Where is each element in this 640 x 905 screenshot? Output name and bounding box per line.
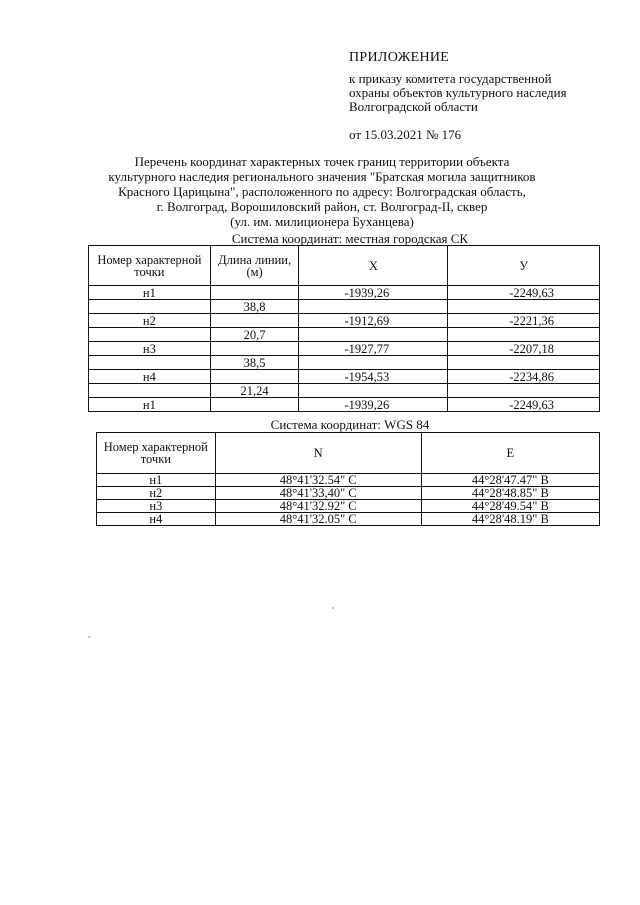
local-coordinates-table xyxy=(88,245,600,412)
length-cell xyxy=(210,370,299,384)
length-cell xyxy=(210,314,299,328)
table-row xyxy=(89,328,600,342)
table-row xyxy=(97,513,600,526)
table-row xyxy=(97,487,600,500)
scan-speck xyxy=(88,636,90,638)
n-cell: 48°41'32.54" С xyxy=(215,474,421,487)
y-cell xyxy=(448,328,600,342)
document-title xyxy=(72,154,572,229)
header-line-length: Длина линии, (м) xyxy=(210,246,299,286)
y-cell xyxy=(448,356,600,370)
point-cell: н1 xyxy=(89,286,211,300)
point-cell: н1 xyxy=(97,474,216,487)
x-cell: -1954,53 xyxy=(299,370,448,384)
header-n: N xyxy=(215,433,421,474)
x-cell xyxy=(299,356,448,370)
header-point-number: Номер характерной точки xyxy=(89,246,211,286)
wgs-system-caption: Система координат: WGS 84 xyxy=(270,417,430,432)
point-cell: н3 xyxy=(89,342,211,356)
y-cell xyxy=(448,384,600,398)
point-cell xyxy=(89,356,211,370)
y-cell: -2249,63 xyxy=(448,286,600,300)
length-cell xyxy=(210,286,299,300)
table-row xyxy=(89,398,600,412)
order-date: от 15.03.2021 № 176 xyxy=(349,127,462,142)
e-cell: 44°28'48.85" В xyxy=(421,487,599,500)
length-cell xyxy=(210,342,299,356)
scan-speck xyxy=(332,607,334,609)
appendix-line: охраны объектов культурного наследия xyxy=(349,85,567,100)
title-line: г. Волгоград, Ворошиловский район, ст. Волгоград-II, сквер xyxy=(156,199,488,214)
length-cell: 38,8 xyxy=(210,300,299,314)
point-cell: н2 xyxy=(89,314,211,328)
n-cell: 48°41'33,40" С xyxy=(215,487,421,500)
n-cell: 48°41'32.05" С xyxy=(215,513,421,526)
table-row xyxy=(89,314,600,328)
title-line: Перечень координат характерных точек границ территории объекта xyxy=(134,154,510,169)
length-cell: 21,24 xyxy=(210,384,299,398)
point-cell: н4 xyxy=(97,513,216,526)
appendix-order-reference xyxy=(349,72,605,114)
point-cell: н2 xyxy=(97,487,216,500)
table-row xyxy=(89,384,600,398)
x-cell xyxy=(299,384,448,398)
x-cell: -1939,26 xyxy=(299,286,448,300)
title-line: (ул. им. милиционера Буханцева) xyxy=(230,214,414,229)
table-row xyxy=(89,286,600,300)
header-point-number: Номер характерной точки xyxy=(97,433,216,474)
y-cell: -2207,18 xyxy=(448,342,600,356)
header-x: X xyxy=(299,246,448,286)
point-cell: н3 xyxy=(97,500,216,513)
point-cell xyxy=(89,300,211,314)
x-cell: -1927,77 xyxy=(299,342,448,356)
table-row xyxy=(89,356,600,370)
x-cell xyxy=(299,328,448,342)
local-system-caption: Система координат: местная городская СК xyxy=(231,231,469,246)
e-cell: 44°28'48.19" В xyxy=(421,513,599,526)
e-cell: 44°28'47.47" В xyxy=(421,474,599,487)
point-cell xyxy=(89,328,211,342)
y-cell: -2249,63 xyxy=(448,398,600,412)
header-e: E xyxy=(421,433,599,474)
appendix-title: ПРИЛОЖЕНИЕ xyxy=(349,50,450,65)
wgs-coordinates-table xyxy=(96,432,600,526)
appendix-line: к приказу комитета государственной xyxy=(349,71,552,86)
table-row xyxy=(89,300,600,314)
table-row xyxy=(89,370,600,384)
x-cell: -1912,69 xyxy=(299,314,448,328)
length-cell: 38,5 xyxy=(210,356,299,370)
point-cell: н4 xyxy=(89,370,211,384)
length-cell: 20,7 xyxy=(210,328,299,342)
x-cell: -1939,26 xyxy=(299,398,448,412)
table-row xyxy=(97,500,600,513)
length-cell xyxy=(210,398,299,412)
n-cell: 48°41'32.92" С xyxy=(215,500,421,513)
e-cell: 44°28'49.54" В xyxy=(421,500,599,513)
y-cell xyxy=(448,300,600,314)
point-cell xyxy=(89,384,211,398)
x-cell xyxy=(299,300,448,314)
appendix-line: Волгоградской области xyxy=(349,99,478,114)
header-y: У xyxy=(448,246,600,286)
table-header-row xyxy=(97,433,600,474)
table-row xyxy=(89,342,600,356)
y-cell: -2234,86 xyxy=(448,370,600,384)
table-header-row xyxy=(89,246,600,286)
table-row xyxy=(97,474,600,487)
title-line: Красного Царицына", расположенного по адресу: Волгоградская область, xyxy=(118,184,526,199)
point-cell: н1 xyxy=(89,398,211,412)
y-cell: -2221,36 xyxy=(448,314,600,328)
title-line: культурного наследия регионального значения "Братская могила защитников xyxy=(108,169,536,184)
